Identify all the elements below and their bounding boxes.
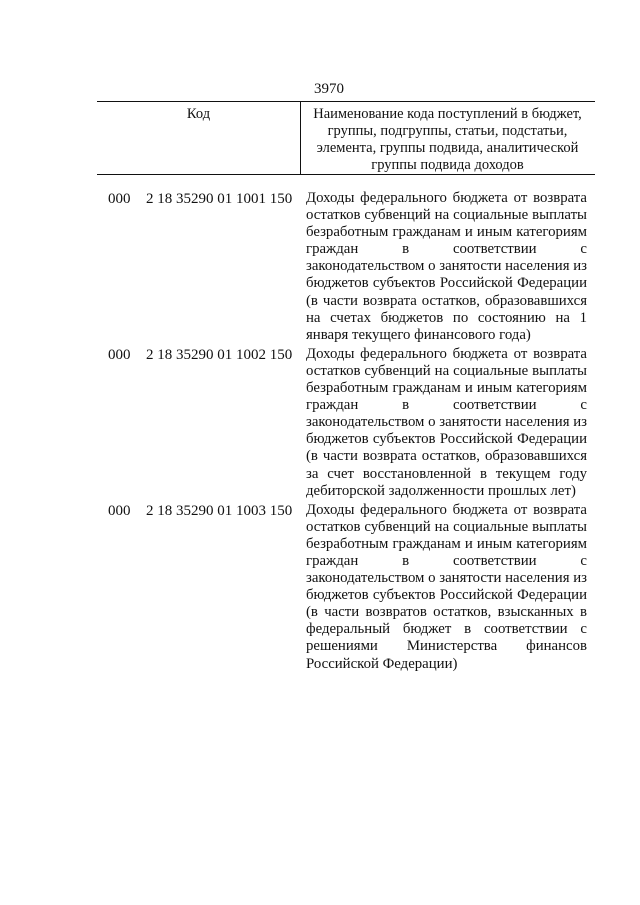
header-code-label: Код [186, 106, 211, 122]
row-description: Доходы федерального бюджета от возврата остатков субвенций на социальные выплаты безработным гражданам и иным категориям граждан в соответствии с законодательством о занятости населения из бюджетов субъектов Российской Федерации (в части возврата остатков, образовавшихся на счетах бюджетов по состоянию на 1 января текущего финансового года) [306, 190, 587, 343]
table-row [0, 346, 640, 500]
header-name-label: Наименование кода поступлений в бюджет, группы, подгруппы, статьи, подстатьи, элемента, группы подвида, аналитической группы подвида доходов [313, 106, 582, 173]
table-header [97, 101, 595, 175]
row-description: Доходы федерального бюджета от возврата остатков субвенций на социальные выплаты безработным гражданам и иным категориям граждан в соответствии с законодательством о занятости населения из бюджетов субъектов Российской Федерации (в части возвратов остатков, взысканных в федеральный бюджет в соответствии с решениями Министерства финансов Российской Федерации) [306, 501, 587, 672]
row-income-code: 2 18 35290 01 1002 150 [146, 346, 293, 363]
table-row [0, 190, 640, 344]
table-row [0, 502, 640, 673]
header-column-divider [300, 102, 301, 174]
row-admin-code: 000 [108, 502, 131, 519]
row-admin-code: 000 [108, 346, 131, 363]
row-income-code: 2 18 35290 01 1003 150 [146, 502, 293, 519]
row-income-code: 2 18 35290 01 1001 150 [146, 191, 293, 207]
page-number: 3970 [314, 81, 344, 97]
row-description: Доходы федерального бюджета от возврата остатков субвенций на социальные выплаты безработным гражданам и иным категориям граждан в соответствии с законодательством о занятости населения из бюджетов субъектов Российской Федерации (в части возврата остатков, образовавшихся за счет восстановленной в текущем году дебиторской задолженности прошлых лет) [306, 345, 587, 499]
table-body [0, 190, 640, 673]
row-admin-code: 000 [108, 191, 131, 207]
